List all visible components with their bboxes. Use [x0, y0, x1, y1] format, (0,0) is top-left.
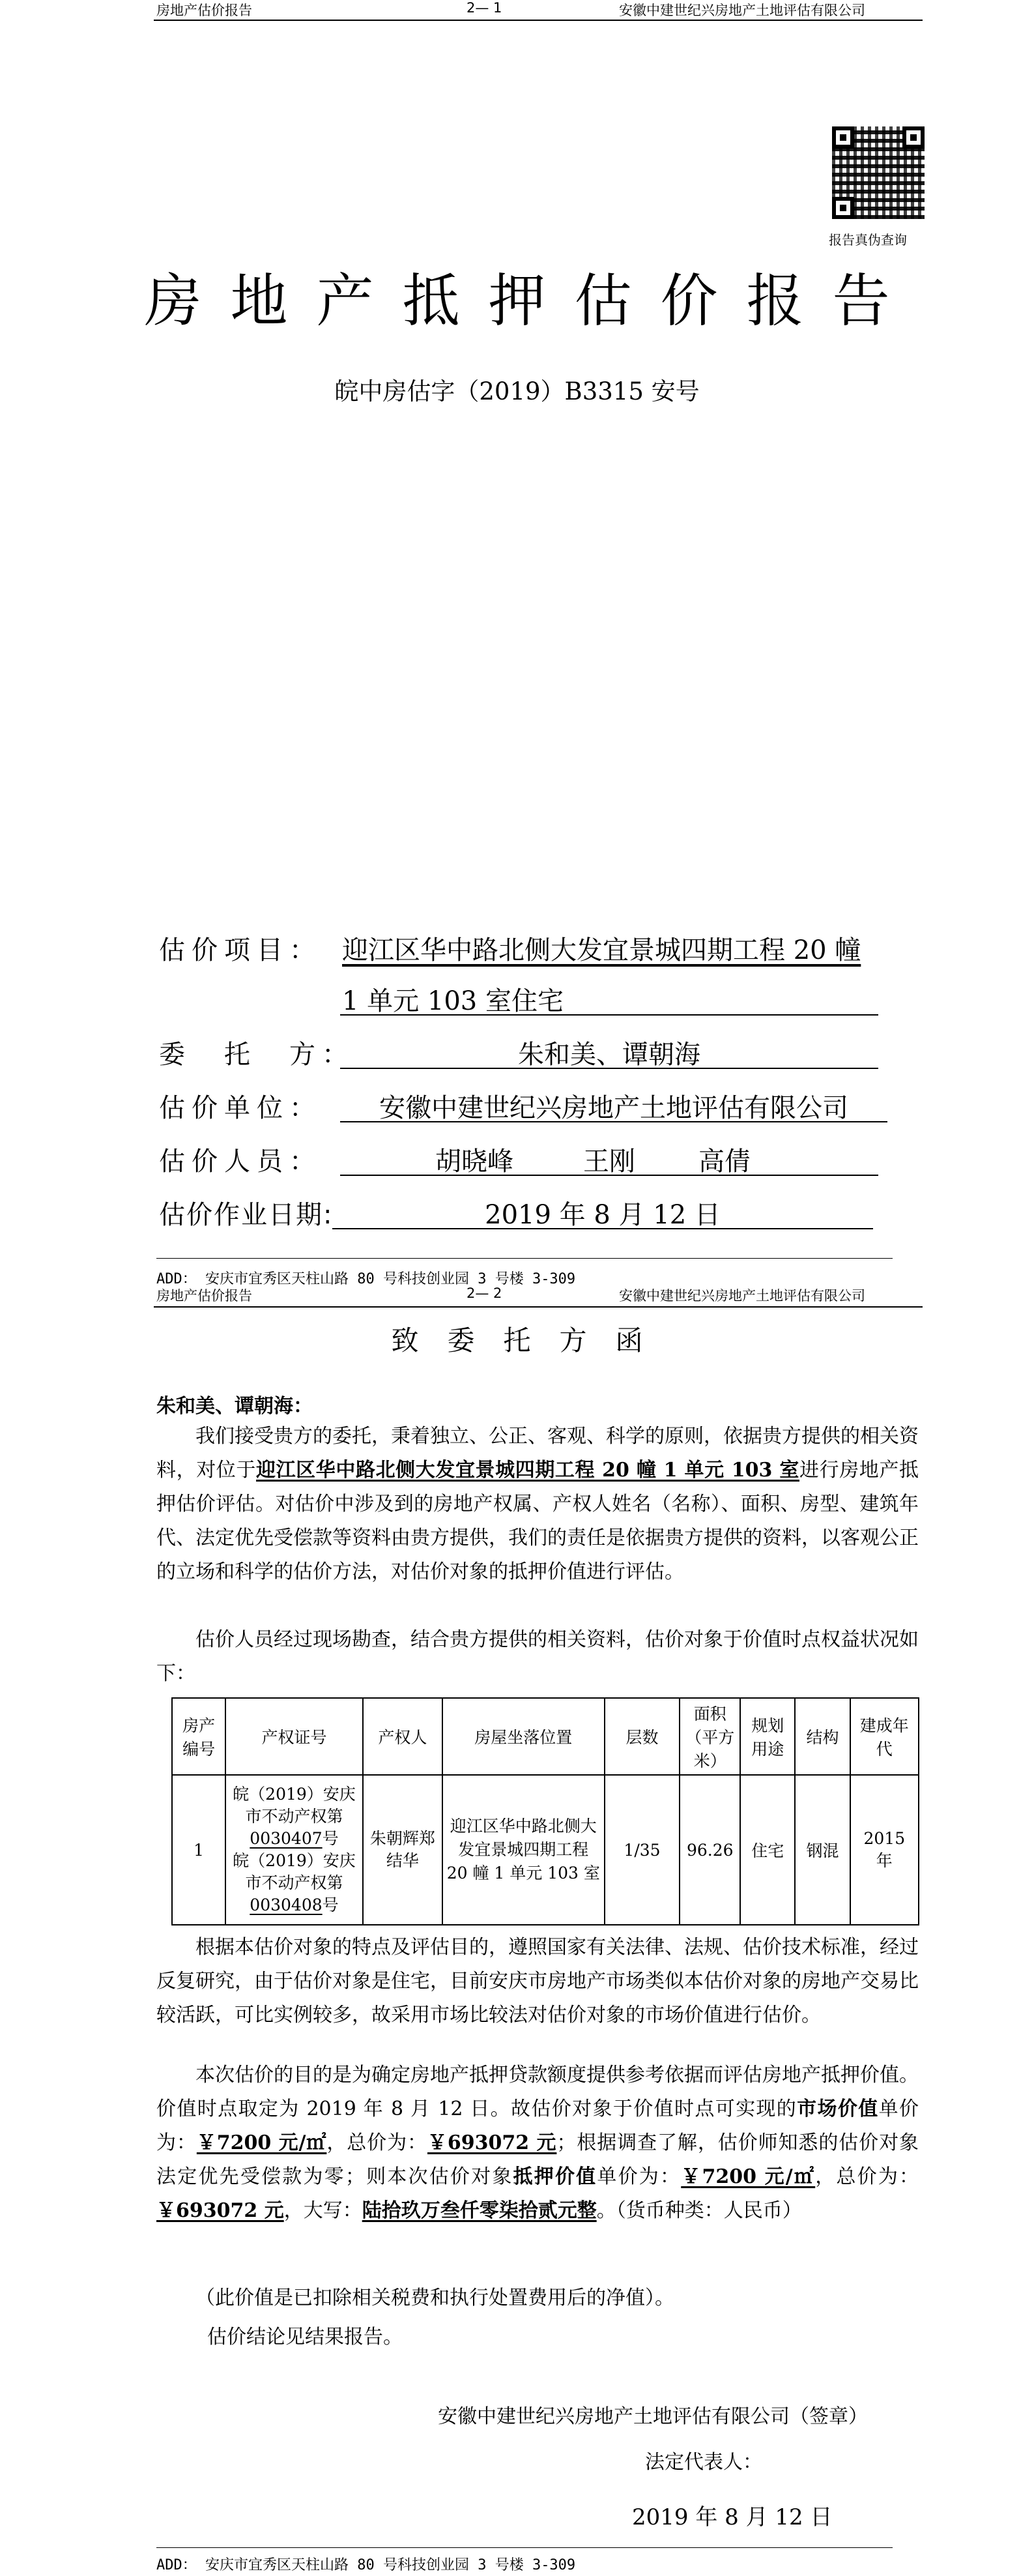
net-value-note: （此价值是已扣除相关税费和执行处置费用后的净值）。 — [195, 2287, 674, 2309]
paragraph-valuation: 本次估价的目的是为确定房地产抵押贷款额度提供参考依据而评估房地产抵押价值。价值时点取定为 2019 年 8 月 12 日。故估价对象于价值时点可实现的市场价值单价为：￥7200 元/㎡，总价为：￥693072 元；根据调查了解，估价师知悉的估价对象法定优先受偿款为零；则本次估价对象抵押价值单价为：￥7200 元/㎡，总价为：￥693072 元，大写：陆拾玖万叁仟零柒拾贰元整。（货币种类：人民币） — [156, 2064, 919, 2222]
mortgage-total-price: ￥693072 元 — [156, 2199, 284, 2222]
paragraph-inspection: 估价人员经过现场勘查，结合贵方提供的相关资料，估价对象于价值时点权益状况如下： — [156, 1628, 919, 1685]
unit-value: 安徽中建世纪兴房地产土地评估有限公司 — [379, 1093, 848, 1123]
conclusion-note: 估价结论见结果报告。 — [207, 2326, 403, 2349]
appraisers-underline — [340, 1175, 878, 1176]
header-page-number: 2— 2 — [467, 1285, 502, 1301]
footer-rule — [156, 1258, 893, 1259]
table-header: 产权证号 — [225, 1698, 363, 1775]
table-row — [172, 1775, 919, 1925]
signature-date: 2019 年 8 月 12 日 — [632, 2504, 833, 2530]
client-underline — [340, 1068, 878, 1069]
table-header: 建成年代 — [850, 1698, 919, 1775]
paragraph-intro: 我们接受贵方的委托，秉着独立、公正、客观、科学的原则，依据贵方提供的相关资料，对位于迎江区华中路北侧大发宜景城四期工程 20 幢 1 单元 103 室进行房地产抵押估价评估。对估价中涉及到的房地产权属、产权人姓名（名称）、面积、房型、建筑年代、法定优先受偿款等资料由贵方提供，我们的责任是依据贵方提供的资料，以客观公正的立场和科学的估价方法，对估价对象的抵押价值进行评估。 — [156, 1425, 919, 1583]
header-rule — [154, 1306, 923, 1308]
property-table — [171, 1697, 919, 1925]
table-header: 规划用途 — [740, 1698, 795, 1775]
cell-owners: 朱朝辉郑结华 — [363, 1775, 442, 1925]
table-header: 房屋坐落位置 — [442, 1698, 605, 1775]
signature-company: 安徽中建世纪兴房地产土地评估有限公司（签章） — [438, 2405, 868, 2428]
cell-no: 1 — [172, 1775, 225, 1925]
header-left: 房地产估价报告 — [156, 1288, 252, 1304]
market-unit-price: ￥7200 元/㎡ — [196, 2131, 327, 2154]
signature-representative: 法定代表人： — [645, 2451, 762, 2474]
project-value-line2: 1 单元 103 室住宅 — [342, 986, 564, 1016]
cell-cert: 皖（2019）安庆市不动产权第0030407号 皖（2019）安庆市不动产权第0030408号 — [225, 1775, 363, 1925]
table-header-row — [172, 1698, 919, 1775]
header-rule — [154, 20, 923, 21]
footer-rule — [156, 2547, 893, 2548]
cell-structure: 钢混 — [795, 1775, 850, 1925]
header-left: 房地产估价报告 — [156, 3, 252, 18]
appraiser-name: 高倩 — [698, 1147, 751, 1177]
date-underline — [332, 1228, 873, 1229]
property-address: 迎江区华中路北侧大发宜景城四期工程 20 幢 1 单元 103 室 — [255, 1459, 800, 1482]
cell-year: 2015 年 — [850, 1775, 919, 1925]
qr-caption: 报告真伪查询 — [829, 232, 907, 248]
table-header: 结构 — [795, 1698, 850, 1775]
unit-underline — [340, 1121, 887, 1122]
mortgage-value-label: 抵押价值 — [513, 2165, 597, 2188]
mortgage-unit-price: ￥7200 元/㎡ — [681, 2165, 816, 2188]
letter-title: 致委托方函 — [391, 1325, 672, 1356]
report-number: 皖中房估字（2019）B3315 安号 — [334, 377, 700, 405]
table-header: 层数 — [605, 1698, 680, 1775]
cell-use: 住宅 — [740, 1775, 795, 1925]
unit-label: 估价单位： — [159, 1093, 322, 1123]
table-header: 面积（平方米） — [680, 1698, 740, 1775]
date-value: 2019 年 8 月 12 日 — [485, 1200, 721, 1230]
client-label: 委 托 方： — [159, 1040, 354, 1070]
client-value: 朱和美、谭朝海 — [518, 1040, 700, 1070]
cell-location: 迎江区华中路北侧大发宜景城四期工程 20 幢 1 单元 103 室 — [442, 1775, 605, 1925]
date-label: 估价作业日期: — [159, 1200, 334, 1230]
cell-area: 96.26 — [680, 1775, 740, 1925]
header-right: 安徽中建世纪兴房地产土地评估有限公司 — [619, 1288, 865, 1304]
market-value-label: 市场价值 — [797, 2098, 879, 2120]
appraiser-name: 胡晓峰 — [435, 1147, 513, 1177]
market-total-price: ￥693072 元 — [427, 2131, 557, 2154]
table-header: 产权人 — [363, 1698, 442, 1775]
salutation: 朱和美、谭朝海： — [156, 1395, 313, 1418]
qr-code-icon[interactable] — [832, 126, 925, 219]
project-label: 估价项目： — [159, 935, 322, 965]
header-right: 安徽中建世纪兴房地产土地评估有限公司 — [619, 3, 865, 18]
footer-address: ADD： 安庆市宜秀区天柱山路 80 号科技创业园 3 号楼 3-309 — [156, 1271, 576, 1287]
table-header: 房产编号 — [172, 1698, 225, 1775]
header-page-number: 2— 1 — [467, 0, 502, 16]
report-title: 房地产抵押估价报告 — [144, 267, 919, 334]
cell-floors: 1/35 — [605, 1775, 680, 1925]
project-underline — [340, 1014, 878, 1016]
paragraph-method: 根据本估价对象的特点及评估目的，遵照国家有关法律、法规、估价技术标准，经过反复研究，由于估价对象是住宅，目前安庆市房地产市场类似本估价对象的房地产交易比较活跃，可比实例较多，故采用市场比较法对估价对象的市场价值进行估价。 — [156, 1936, 919, 2027]
appraiser-name: 王刚 — [583, 1147, 635, 1177]
appraisers-label: 估价人员： — [159, 1147, 322, 1177]
project-value-line1: 迎江区华中路北侧大发宜景城四期工程 20 幢 — [342, 935, 861, 965]
footer-address: ADD： 安庆市宜秀区天柱山路 80 号科技创业园 3 号楼 3-309 — [156, 2557, 576, 2573]
amount-in-words: 陆拾玖万叁仟零柒拾贰元整 — [362, 2199, 597, 2222]
